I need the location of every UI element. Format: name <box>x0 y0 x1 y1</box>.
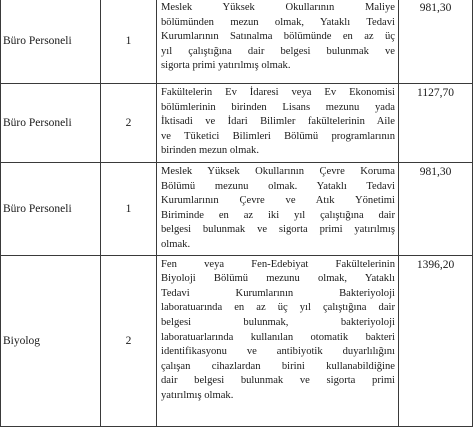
requirement-line: Bölümü mezunu olmak. Yataklı Tedavi <box>161 180 395 192</box>
requirement-line: identifikasyonu ve antibiyotik duyarlılığını <box>161 346 395 358</box>
requirement-line: sigorta primi yatırılmış olmak. <box>161 60 291 72</box>
position-requirements <box>157 84 399 163</box>
requirement-line: belgesi bulunmak ve sigorta primi yatırılmış <box>161 224 395 236</box>
requirement-line: Fen veya Fen-Edebiyat Fakültelerinin <box>161 258 395 270</box>
position-wage: 1396,20 <box>399 255 473 426</box>
position-count: 1 <box>101 0 157 84</box>
requirement-line: Kurumlarının Çevre ve Atık Yönetimi <box>161 195 395 207</box>
table-row <box>1 163 473 256</box>
requirement-line: Kurumlarının Satınalma bölümünde en az üç <box>161 31 395 43</box>
requirement-line: Fakültelerin Ev İdaresi veya Ev Ekonomisi <box>161 87 395 98</box>
position-title: Büro Personeli <box>1 163 101 256</box>
position-title: Büro Personeli <box>1 84 101 163</box>
position-wage: 981,30 <box>399 163 473 256</box>
position-count: 1 <box>101 163 157 256</box>
requirement-line: birinden mezun olmak. <box>161 145 259 157</box>
position-wage: 981,30 <box>399 0 473 84</box>
requirement-line: laboratuarlarında kullanılan otomatik bakteri <box>161 331 395 343</box>
table-row <box>1 0 473 84</box>
position-count: 2 <box>101 84 157 163</box>
requirement-line: Tedavi Kurumlarının Bakteriyoloji <box>161 287 395 299</box>
requirement-line: Meslek Yüksek Okullarının Maliye <box>161 2 395 13</box>
position-requirements <box>157 0 399 84</box>
requirement-line: yatırılmış olmak. <box>161 389 234 401</box>
position-title: Büro Personeli <box>1 0 101 84</box>
position-count: 2 <box>101 255 157 426</box>
position-title: Biyolog <box>1 255 101 426</box>
position-wage: 1127,70 <box>399 84 473 163</box>
requirement-line: bölümünden mezun olmak, Yataklı Tedavi <box>161 16 395 28</box>
table-row <box>1 84 473 163</box>
requirement-line: olmak. <box>161 238 191 250</box>
requirement-line: Biyoloji Bölümü mezunu olmak, Yataklı <box>161 273 395 285</box>
requirement-line: yıl çalıştığına dair belgesi bulunmak ve <box>161 45 395 57</box>
requirement-line: bölümlerinin birinden Lisans mezunu yada <box>161 101 395 113</box>
requirement-line: dair belgesi bulunmak ve sigorta primi <box>161 375 395 387</box>
requirement-line: belgesi bulunmak, bakteriyoloji <box>161 316 395 328</box>
position-requirements <box>157 163 399 256</box>
table-row <box>1 255 473 426</box>
requirement-line: Meslek Yüksek Okullarının Çevre Koruma <box>161 166 395 177</box>
requirement-line: çalışan cihazlardan birini kullanabildiğine <box>161 360 395 372</box>
requirement-line: İktisadi ve İdari Bilimler fakültelerinin Aile <box>161 116 395 128</box>
requirement-line: laboratuarında en az üç yıl çalıştığına dair <box>161 302 395 314</box>
requirement-line: ve Tüketici Bilimleri Bölümü programlarının <box>161 130 395 142</box>
position-requirements <box>157 255 399 426</box>
requirement-line: Biriminde en az iki yıl çalıştığına dair <box>161 209 395 221</box>
